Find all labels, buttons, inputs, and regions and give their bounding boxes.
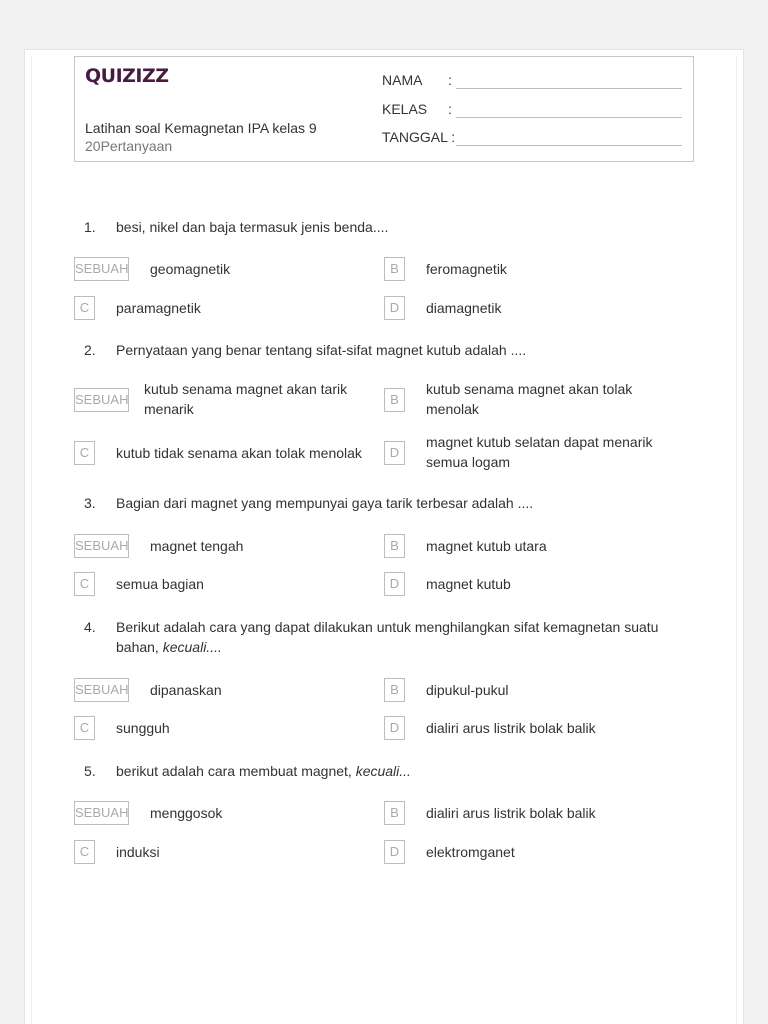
option-b-box[interactable]: B: [384, 257, 405, 281]
option-c-text: paramagnetik: [116, 300, 201, 316]
kelas-input-line[interactable]: [456, 117, 682, 118]
question-text: Bagian dari magnet yang mempunyai gaya tarik terbesar adalah ....: [116, 495, 534, 511]
field-label: NAMA: [382, 72, 423, 88]
field-kelas: [382, 101, 452, 117]
nama-input-line[interactable]: [456, 88, 682, 89]
field-label: KELAS: [382, 101, 428, 117]
option-c-text: semua bagian: [116, 576, 204, 592]
tanggal-input-line[interactable]: [456, 145, 682, 146]
question-number: 5.: [84, 763, 96, 779]
option-d-box[interactable]: D: [384, 441, 405, 465]
option-c-text: kutub tidak senama akan tolak menolak: [116, 445, 362, 461]
option-d-box[interactable]: D: [384, 572, 405, 596]
option-d-text: dialiri arus listrik bolak balik: [426, 720, 596, 736]
field-tanggal: [382, 129, 455, 145]
question-count: 20Pertanyaan: [85, 138, 173, 154]
question-number: 2.: [84, 342, 96, 358]
option-b-box[interactable]: B: [384, 534, 405, 558]
option-d-box[interactable]: D: [384, 840, 405, 864]
field-separator: :: [448, 101, 452, 117]
option-d-text: diamagnetik: [426, 300, 502, 316]
option-a-text: dipanaskan: [150, 682, 222, 698]
option-b-box[interactable]: B: [384, 678, 405, 702]
question-text: Pernyataan yang benar tentang sifat-sifat magnet kutub adalah ....: [116, 342, 527, 358]
field-nama: [382, 72, 452, 88]
question-number: 1.: [84, 219, 96, 235]
option-c-text: sungguh: [116, 720, 170, 736]
field-separator: :: [448, 72, 452, 88]
option-a-text: geomagnetik: [150, 261, 231, 277]
option-a-text: magnet tengah: [150, 538, 244, 554]
question-number: 4.: [84, 619, 96, 635]
option-b-text: feromagnetik: [426, 261, 507, 277]
option-a-text: menggosok: [150, 805, 223, 821]
option-c-text: induksi: [116, 844, 160, 860]
option-a-box[interactable]: SEBUAH: [74, 678, 129, 702]
option-d-box[interactable]: D: [384, 716, 405, 740]
field-label: TANGGAL: [382, 129, 448, 145]
quiz-title: Latihan soal Kemagnetan IPA kelas 9: [85, 120, 317, 136]
option-b-text: dialiri arus listrik bolak balik: [426, 805, 596, 821]
option-c-box[interactable]: C: [74, 441, 95, 465]
option-c-box[interactable]: C: [74, 572, 95, 596]
worksheet-header: [74, 56, 694, 162]
quizizz-logo: QUIZIZZ: [85, 65, 169, 87]
option-b-box[interactable]: B: [384, 388, 405, 412]
question-text: Berikut adalah cara yang dapat dilakukan untuk menghilangkan sifat kemagnetan suatu bahan, kecuali....: [116, 619, 659, 655]
question-text: berikut adalah cara membuat magnet, kecuali...: [116, 763, 411, 779]
option-a-box[interactable]: SEBUAH: [74, 534, 129, 558]
option-c-box[interactable]: C: [74, 296, 95, 320]
option-a-box[interactable]: SEBUAH: [74, 801, 129, 825]
option-a-text: kutub senama magnet akan tarik menarik: [144, 381, 348, 417]
option-d-text: magnet kutub: [426, 576, 511, 592]
option-d-text: magnet kutub selatan dapat menarik semua logam: [426, 434, 653, 470]
option-b-text: magnet kutub utara: [426, 538, 547, 554]
option-a-box[interactable]: SEBUAH: [74, 257, 129, 281]
option-b-box[interactable]: B: [384, 801, 405, 825]
question-number: 3.: [84, 495, 96, 511]
option-a-box[interactable]: SEBUAH: [74, 388, 129, 412]
option-d-text: elektromganet: [426, 844, 515, 860]
option-b-text: kutub senama magnet akan tolak menolak: [426, 381, 633, 417]
option-c-box[interactable]: C: [74, 840, 95, 864]
option-c-box[interactable]: C: [74, 716, 95, 740]
option-d-box[interactable]: D: [384, 296, 405, 320]
field-separator: :: [451, 129, 456, 145]
option-b-text: dipukul-pukul: [426, 682, 509, 698]
question-text: besi, nikel dan baja termasuk jenis benda....: [116, 219, 389, 235]
